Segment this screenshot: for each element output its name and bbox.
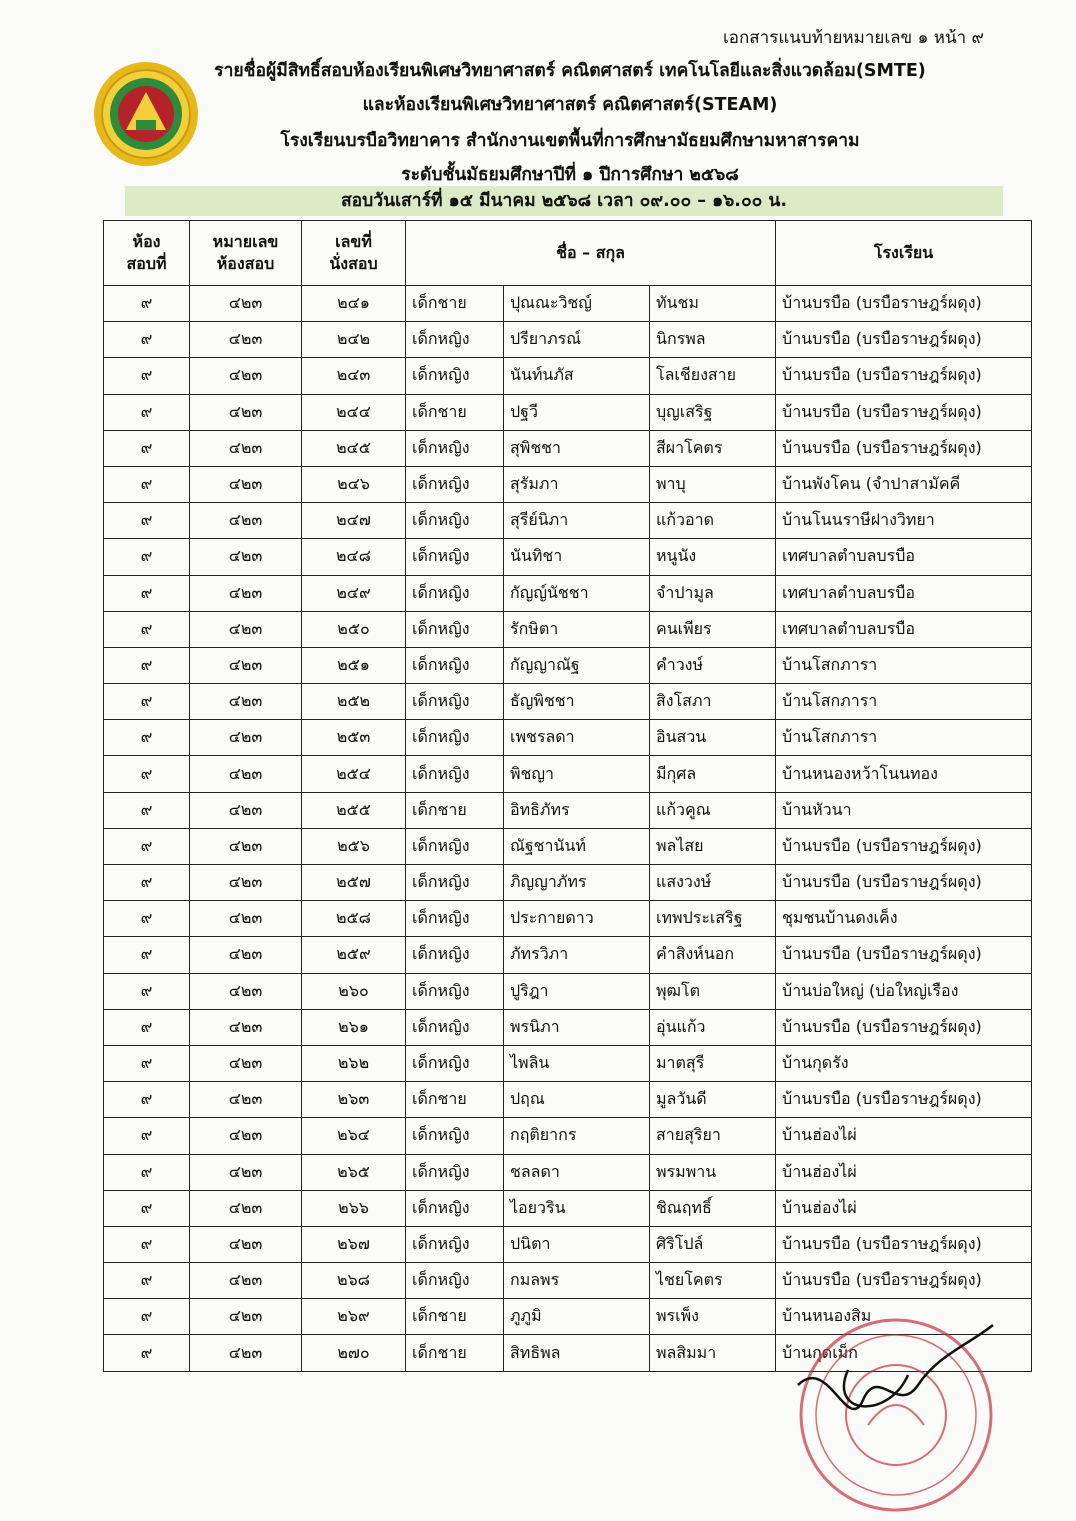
table-row [104,358,1032,394]
cell-last-name: คำวงษ์ [650,647,776,683]
cell-seat: ๒๔๓ [302,358,406,394]
cell-title: เด็กชาย [406,792,504,828]
cell-room: ๙ [104,466,190,502]
table-row [104,503,1032,539]
cell-title: เด็กหญิง [406,684,504,720]
header-school: โรงเรียน [776,221,1032,286]
cell-room-number: ๔๒๓ [190,1226,302,1262]
cell-last-name: หนูนัง [650,539,776,575]
cell-last-name: มูลวันดี [650,1082,776,1118]
cell-first-name: ไอยวริน [504,1190,650,1226]
cell-room: ๙ [104,430,190,466]
cell-seat: ๒๖๕ [302,1154,406,1190]
cell-first-name: ภูภูมิ [504,1299,650,1335]
cell-last-name: พลไสย [650,828,776,864]
cell-room-number: ๔๒๓ [190,865,302,901]
cell-seat: ๒๖๖ [302,1190,406,1226]
cell-room: ๙ [104,1226,190,1262]
cell-room-number: ๔๒๓ [190,466,302,502]
cell-room: ๙ [104,503,190,539]
cell-seat: ๒๕๒ [302,684,406,720]
cell-school: บ้านบ่อใหญ่ (บ่อใหญ่เรือง [776,973,1032,1009]
cell-last-name: ทันชม [650,286,776,322]
official-stamp [768,1295,998,1515]
cell-seat: ๒๖๒ [302,1045,406,1081]
cell-last-name: ชิณฤทธิ์ [650,1190,776,1226]
cell-last-name: ไชยโคตร [650,1263,776,1299]
cell-title: เด็กหญิง [406,901,504,937]
school-emblem-icon [92,60,200,168]
cell-seat: ๒๕๔ [302,756,406,792]
cell-school: บ้านพังโคน (จำปาสามัคคี [776,466,1032,502]
header-room: ห้อง สอบที่ [104,221,190,286]
cell-first-name: สุพิชชา [504,430,650,466]
cell-last-name: แก้วคูณ [650,792,776,828]
header-room-number: หมายเลข ห้องสอบ [190,221,302,286]
cell-room: ๙ [104,1190,190,1226]
cell-first-name: ณัฐชานันท์ [504,828,650,864]
cell-school: บ้านบรบือ (บรบือราษฎร์ผดุง) [776,828,1032,864]
cell-last-name: โลเชียงสาย [650,358,776,394]
cell-seat: ๒๕๘ [302,901,406,937]
cell-first-name: พรนิภา [504,1009,650,1045]
cell-first-name: พิชญา [504,756,650,792]
header-name: ชื่อ – สกุล [406,221,776,286]
cell-room: ๙ [104,394,190,430]
cell-school: บ้านบรบือ (บรบือราษฎร์ผดุง) [776,358,1032,394]
cell-room-number: ๔๒๓ [190,973,302,1009]
cell-room: ๙ [104,937,190,973]
cell-school: บ้านกุดเม็ก [776,1335,1032,1371]
header-school: โรงเรียนบรบือวิทยาคาร สำนักงานเขตพื้นที่การศึกษามัธยมศึกษามหาสารคาม [280,131,860,151]
table-row [104,575,1032,611]
cell-school: บ้านบรบือ (บรบือราษฎร์ผดุง) [776,1082,1032,1118]
cell-first-name: รักษิตา [504,611,650,647]
cell-school: บ้านบรบือ (บรบือราษฎร์ผดุง) [776,430,1032,466]
cell-first-name: กฤติยากร [504,1118,650,1154]
header-level: ระดับชั้นมัธยมศึกษาปีที่ ๑ ปีการศึกษา ๒๕๖๘ [401,165,739,185]
cell-room: ๙ [104,1299,190,1335]
table-row [104,828,1032,864]
cell-last-name: พุฒโต [650,973,776,1009]
candidate-table [103,220,1032,1372]
cell-first-name: สิทธิพล [504,1335,650,1371]
cell-room-number: ๔๒๓ [190,358,302,394]
header-subtitle: และห้องเรียนพิเศษวิทยาศาสตร์ คณิตศาสตร์(STEAM) [362,95,778,115]
cell-room-number: ๔๒๓ [190,684,302,720]
table-row [104,466,1032,502]
cell-title: เด็กหญิง [406,647,504,683]
cell-room: ๙ [104,1082,190,1118]
cell-school: บ้านโสกภารา [776,720,1032,756]
cell-title: เด็กหญิง [406,865,504,901]
cell-last-name: นิกรพล [650,322,776,358]
cell-school: บ้านบรบือ (บรบือราษฎร์ผดุง) [776,937,1032,973]
cell-first-name: ชลลดา [504,1154,650,1190]
cell-school: เทศบาลตำบลบรบือ [776,575,1032,611]
cell-school: ชุมชนบ้านดงเค็ง [776,901,1032,937]
cell-room: ๙ [104,1045,190,1081]
cell-room-number: ๔๒๓ [190,1154,302,1190]
cell-room-number: ๔๒๓ [190,1263,302,1299]
cell-seat: ๒๕๖ [302,828,406,864]
cell-title: เด็กหญิง [406,1226,504,1262]
cell-seat: ๒๔๒ [302,322,406,358]
cell-first-name: อิทธิภัทร [504,792,650,828]
cell-school: เทศบาลตำบลบรบือ [776,611,1032,647]
cell-first-name: ปฐวี [504,394,650,430]
cell-title: เด็กหญิง [406,430,504,466]
cell-school: บ้านบรบือ (บรบือราษฎร์ผดุง) [776,1226,1032,1262]
cell-room: ๙ [104,322,190,358]
cell-room-number: ๔๒๓ [190,575,302,611]
cell-school: บ้านบรบือ (บรบือราษฎร์ผดุง) [776,1009,1032,1045]
table-row [104,430,1032,466]
cell-room-number: ๔๒๓ [190,792,302,828]
cell-room: ๙ [104,792,190,828]
cell-title: เด็กหญิง [406,1190,504,1226]
cell-last-name: พลสิมมา [650,1335,776,1371]
table-row [104,286,1032,322]
cell-seat: ๒๖๔ [302,1118,406,1154]
cell-title: เด็กหญิง [406,1263,504,1299]
table-row [104,792,1032,828]
cell-title: เด็กหญิง [406,828,504,864]
cell-title: เด็กชาย [406,1082,504,1118]
cell-seat: ๒๔๙ [302,575,406,611]
cell-school: บ้านฮ่องไผ่ [776,1190,1032,1226]
exam-date-banner: สอบวันเสาร์ที่ ๑๕ มีนาคม ๒๕๖๘ เวลา ๐๙.๐๐ – ๑๖.๐๐ น. [125,186,1003,216]
cell-seat: ๒๖๙ [302,1299,406,1335]
cell-last-name: บุญเสริฐ [650,394,776,430]
cell-seat: ๒๖๗ [302,1226,406,1262]
cell-room-number: ๔๒๓ [190,1009,302,1045]
cell-first-name: ภัทรวิภา [504,937,650,973]
cell-last-name: แก้วอาด [650,503,776,539]
cell-room: ๙ [104,286,190,322]
cell-first-name: กัญญ์นัชชา [504,575,650,611]
cell-room-number: ๔๒๓ [190,1190,302,1226]
cell-last-name: พรมพาน [650,1154,776,1190]
cell-title: เด็กชาย [406,1299,504,1335]
cell-room-number: ๔๒๓ [190,901,302,937]
cell-title: เด็กหญิง [406,973,504,1009]
cell-school: บ้านกุดรัง [776,1045,1032,1081]
cell-last-name: มีกุศล [650,756,776,792]
cell-school: บ้านโสกภารา [776,684,1032,720]
cell-first-name: ธัญพิชชา [504,684,650,720]
table-header-row [104,221,1032,286]
cell-room-number: ๔๒๓ [190,503,302,539]
table-row [104,973,1032,1009]
cell-school: บ้านโสกภารา [776,647,1032,683]
cell-title: เด็กชาย [406,286,504,322]
cell-school: บ้านบรบือ (บรบือราษฎร์ผดุง) [776,322,1032,358]
cell-room: ๙ [104,1263,190,1299]
cell-seat: ๒๔๔ [302,394,406,430]
cell-room: ๙ [104,647,190,683]
cell-room: ๙ [104,901,190,937]
cell-seat: ๒๔๖ [302,466,406,502]
cell-school: บ้านบรบือ (บรบือราษฎร์ผดุง) [776,286,1032,322]
cell-last-name: แสงวงษ์ [650,865,776,901]
cell-title: เด็กหญิง [406,1009,504,1045]
cell-first-name: นันท์นภัส [504,358,650,394]
table-row [104,1226,1032,1262]
cell-first-name: ปนิตา [504,1226,650,1262]
cell-room-number: ๔๒๓ [190,322,302,358]
cell-seat: ๒๗๐ [302,1335,406,1371]
cell-last-name: อุ่นแก้ว [650,1009,776,1045]
table-row [104,756,1032,792]
table-row [104,394,1032,430]
cell-last-name: พาบุ [650,466,776,502]
cell-seat: ๒๔๕ [302,430,406,466]
cell-first-name: ประกายดาว [504,901,650,937]
table-row [104,611,1032,647]
cell-last-name: จำปามูล [650,575,776,611]
cell-room: ๙ [104,575,190,611]
cell-first-name: สุรีย์นิภา [504,503,650,539]
cell-room-number: ๔๒๓ [190,1045,302,1081]
cell-room: ๙ [104,611,190,647]
page-reference: เอกสารแนบท้ายหมายเลข ๑ หน้า ๙ [722,28,984,48]
cell-room: ๙ [104,756,190,792]
cell-title: เด็กชาย [406,1335,504,1371]
cell-last-name: อินสวน [650,720,776,756]
cell-room: ๙ [104,828,190,864]
table-row [104,937,1032,973]
cell-seat: ๒๔๘ [302,539,406,575]
cell-title: เด็กหญิง [406,1154,504,1190]
table-row [104,720,1032,756]
signature [798,1325,993,1409]
cell-title: เด็กหญิง [406,937,504,973]
cell-room-number: ๔๒๓ [190,647,302,683]
cell-first-name: ปูริฎา [504,973,650,1009]
cell-school: บ้านฮ่องไผ่ [776,1154,1032,1190]
table-row [104,1154,1032,1190]
cell-room: ๙ [104,1009,190,1045]
cell-school: บ้านโนนราษีฝางวิทยา [776,503,1032,539]
cell-room-number: ๔๒๓ [190,539,302,575]
header-title: รายชื่อผู้มีสิทธิ์สอบห้องเรียนพิเศษวิทยาศาสตร์ คณิตศาสตร์ เทคโนโลยีและสิ่งแวดล้อม(SMTE) [214,61,926,81]
cell-room-number: ๔๒๓ [190,1335,302,1371]
table-row [104,539,1032,575]
cell-room-number: ๔๒๓ [190,756,302,792]
cell-title: เด็กหญิง [406,611,504,647]
cell-title: เด็กหญิง [406,322,504,358]
cell-room-number: ๔๒๓ [190,394,302,430]
cell-school: บ้านบรบือ (บรบือราษฎร์ผดุง) [776,1263,1032,1299]
cell-school: บ้านหนองหว้าโนนทอง [776,756,1032,792]
cell-title: เด็กหญิง [406,720,504,756]
cell-title: เด็กหญิง [406,1045,504,1081]
cell-last-name: สิงโสภา [650,684,776,720]
cell-first-name: ปุณณะวิชญ์ [504,286,650,322]
cell-seat: ๒๕๙ [302,937,406,973]
cell-room: ๙ [104,865,190,901]
cell-school: บ้านหนองสิม [776,1299,1032,1335]
cell-seat: ๒๔๑ [302,286,406,322]
table-row [104,1190,1032,1226]
cell-seat: ๒๖๑ [302,1009,406,1045]
cell-room: ๙ [104,1154,190,1190]
table-row [104,901,1032,937]
cell-first-name: สุรัมภา [504,466,650,502]
table-row [104,1263,1032,1299]
cell-school: บ้านบรบือ (บรบือราษฎร์ผดุง) [776,394,1032,430]
cell-room: ๙ [104,684,190,720]
table-row [104,1045,1032,1081]
cell-first-name: เพชรลดา [504,720,650,756]
cell-title: เด็กชาย [406,394,504,430]
table-row [104,1118,1032,1154]
cell-room: ๙ [104,720,190,756]
cell-last-name: ศิริโปล์ [650,1226,776,1262]
cell-seat: ๒๖๘ [302,1263,406,1299]
cell-school: บ้านหัวนา [776,792,1032,828]
cell-title: เด็กหญิง [406,1118,504,1154]
cell-seat: ๒๖๐ [302,973,406,1009]
cell-seat: ๒๕๐ [302,611,406,647]
cell-title: เด็กหญิง [406,503,504,539]
cell-title: เด็กหญิง [406,756,504,792]
cell-room: ๙ [104,539,190,575]
table-row [104,1009,1032,1045]
cell-seat: ๒๕๕ [302,792,406,828]
cell-school: บ้านบรบือ (บรบือราษฎร์ผดุง) [776,865,1032,901]
cell-room-number: ๔๒๓ [190,720,302,756]
cell-room: ๙ [104,1335,190,1371]
cell-room-number: ๔๒๓ [190,828,302,864]
cell-seat: ๒๕๑ [302,647,406,683]
cell-room-number: ๔๒๓ [190,430,302,466]
cell-room-number: ๔๒๓ [190,1082,302,1118]
cell-room-number: ๔๒๓ [190,286,302,322]
cell-title: เด็กหญิง [406,358,504,394]
cell-first-name: ปฤณ [504,1082,650,1118]
table-row [104,322,1032,358]
cell-room: ๙ [104,358,190,394]
cell-room-number: ๔๒๓ [190,1118,302,1154]
table-row [104,865,1032,901]
table-row [104,1082,1032,1118]
cell-first-name: กัญญาณัฐ [504,647,650,683]
cell-first-name: ปรียาภรณ์ [504,322,650,358]
cell-first-name: กมลพร [504,1263,650,1299]
header-seat: เลขที่ นั่งสอบ [302,221,406,286]
cell-title: เด็กหญิง [406,539,504,575]
cell-seat: ๒๖๓ [302,1082,406,1118]
cell-last-name: สีผาโคตร [650,430,776,466]
table-row [104,684,1032,720]
cell-room-number: ๔๒๓ [190,1299,302,1335]
cell-room-number: ๔๒๓ [190,611,302,647]
cell-title: เด็กหญิง [406,466,504,502]
cell-seat: ๒๕๓ [302,720,406,756]
cell-room: ๙ [104,973,190,1009]
cell-last-name: คำสิงห์นอก [650,937,776,973]
cell-first-name: นันทิชา [504,539,650,575]
cell-last-name: พรเพ็ง [650,1299,776,1335]
cell-last-name: สายสุริยา [650,1118,776,1154]
cell-last-name: มาตสุรี [650,1045,776,1081]
cell-last-name: คนเพียร [650,611,776,647]
cell-title: เด็กหญิง [406,575,504,611]
cell-seat: ๒๕๗ [302,865,406,901]
cell-room-number: ๔๒๓ [190,937,302,973]
cell-last-name: เทพประเสริฐ [650,901,776,937]
cell-school: เทศบาลตำบลบรบือ [776,539,1032,575]
cell-first-name: ภิญญาภัทร [504,865,650,901]
cell-first-name: ไพลิน [504,1045,650,1081]
cell-room: ๙ [104,1118,190,1154]
table-row [104,647,1032,683]
cell-school: บ้านฮ่องไผ่ [776,1118,1032,1154]
cell-seat: ๒๔๗ [302,503,406,539]
